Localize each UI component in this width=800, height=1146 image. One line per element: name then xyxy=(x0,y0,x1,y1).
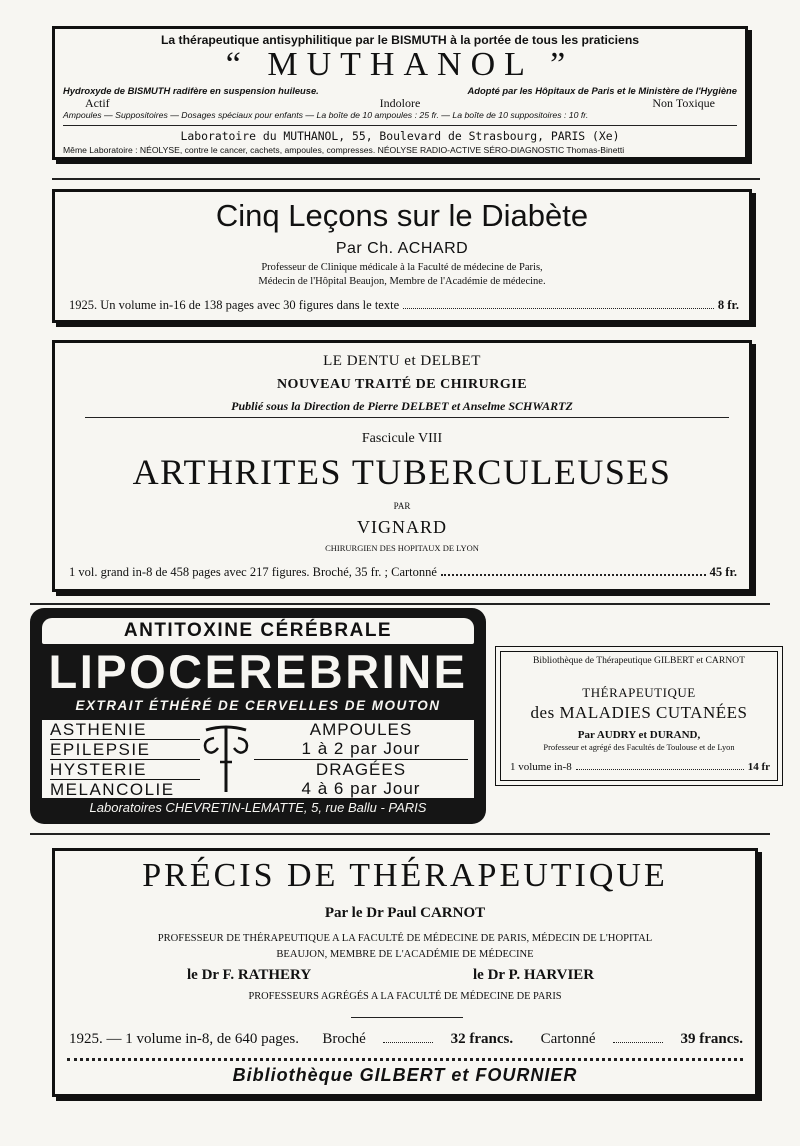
precis-role-1: PROFESSEUR DE THÉRAPEUTIQUE A LA FACULTÉ DE MÉDECINE DE PARIS, MÉDECIN DE L'HOPITAL xyxy=(157,933,653,944)
muthanol-divider xyxy=(63,125,737,126)
cutanees-description: 1 volume in-8 xyxy=(510,761,572,773)
precis-coauthor-1: le Dr F. RATHERY xyxy=(187,967,312,983)
cutanees-title-1: THÉRAPEUTIQUE xyxy=(582,685,696,700)
diabete-ad xyxy=(52,189,752,323)
lipocerebrine-header xyxy=(42,618,474,644)
leader-dots xyxy=(383,1042,433,1043)
dosage-dragees-title: DRAGÉES xyxy=(315,760,407,779)
precis-coauthor-2: le Dr P. HARVIER xyxy=(473,967,595,983)
precis-role-2: BEAUJON, MEMBRE DE L'ACADÉMIE DE MÉDECINE xyxy=(276,949,534,960)
dosage-ampoules xyxy=(254,720,468,758)
muthanol-attr-nontoxique: Non Toxique xyxy=(652,96,715,110)
muthanol-footer: Même Laboratoire : NÉOLYSE, contre le cancer, cachets, ampoules, compresses. NÉOLYSE RADIO-ACTIVE SÉRO-DIAGNOSTIC Thomas-Binetti xyxy=(63,145,625,155)
arthrites-description: 1 vol. grand in-8 de 458 pages avec 217 figures. Broché, 35 fr. ; Cartonné xyxy=(69,565,437,579)
precis-short-divider xyxy=(351,1017,463,1018)
diabete-author: Par Ch. ACHARD xyxy=(335,240,469,257)
indication-item: MELANCOLIE xyxy=(50,780,175,799)
arthrites-title: ARTHRITES TUBERCULEUSES xyxy=(132,452,672,492)
arthrites-divider xyxy=(85,417,729,418)
arthrites-direction: Publié sous la Direction de Pierre DELBET et Anselme SCHWARTZ xyxy=(231,399,573,413)
indication-item: ASTHENIE xyxy=(50,720,200,740)
cutanees-author: Par AUDRY et DURAND, xyxy=(577,729,701,741)
arthrites-price: 45 fr. xyxy=(709,565,737,579)
arthrites-authors: LE DENTU et DELBET xyxy=(323,353,481,369)
leader-dots xyxy=(403,308,714,309)
cutanees-title-2: des MALADIES CUTANÉES xyxy=(530,703,748,722)
precis-price-row xyxy=(69,1031,743,1048)
lipocerebrine-lab: Laboratoires CHEVRETIN-LEMATTE, 5, rue Ballu - PARIS xyxy=(89,800,427,815)
diabete-title: Cinq Leçons sur le Diabète xyxy=(215,198,589,233)
diabete-price: 8 fr. xyxy=(717,298,739,312)
dosage-dragees xyxy=(254,760,468,798)
muthanol-attr-indolore: Indolore xyxy=(379,96,421,110)
indication-list xyxy=(50,720,200,799)
lipocerebrine-brand: LIPOCEREBRINE xyxy=(48,645,468,698)
precis-broche xyxy=(322,1031,365,1048)
leader-dots xyxy=(613,1042,663,1043)
precis-cartonne-price: 39 francs. xyxy=(680,1031,743,1047)
section-separator xyxy=(52,178,760,180)
section-separator xyxy=(30,833,770,835)
precis-author: Par le Dr Paul CARNOT xyxy=(324,905,486,921)
lipocerebrine-subtitle: EXTRAIT ÉTHÉRÉ DE CERVELLES DE MOUTON xyxy=(75,698,441,713)
lipocerebrine-header-text: ANTITOXINE CÉRÉBRALE xyxy=(123,620,393,641)
muthanol-pricing: Ampoules — Suppositoires — Dosages spéciaux pour enfants — La boîte de 10 ampoules : 25 fr. — La boîte de 10 suppositoires : 10 fr. xyxy=(63,110,589,120)
precis-cartonne-label: Cartonné xyxy=(540,1031,596,1047)
muthanol-lab: Laboratoire du MUTHANOL, 55, Boulevard de Strasbourg, PARIS (Xe) xyxy=(180,129,620,143)
diabete-role-2: Médecin de l'Hôpital Beaujon, Membre de l'Académie de médecine. xyxy=(258,276,546,287)
precis-ad xyxy=(52,848,758,1097)
caduceus-ornament-icon xyxy=(200,722,252,794)
section-separator xyxy=(30,603,770,605)
diabete-role-1: Professeur de Clinique médicale à la Faculté de médecine de Paris, xyxy=(261,262,543,273)
dosage-ampoules-title: AMPOULES xyxy=(309,720,413,739)
indication-item: EPILEPSIE xyxy=(50,740,200,760)
muthanol-attr-actif: Actif xyxy=(85,96,110,110)
dosage-dragees-qty: 4 à 6 par Jour xyxy=(301,779,421,798)
cutanees-role: Professeur et agrégé des Facultés de Toulouse et de Lyon xyxy=(543,743,735,752)
muthanol-headline: La thérapeutique antisyphilitique par le BISMUTH à la portée de tous les praticiens xyxy=(160,33,640,47)
leader-dots xyxy=(441,574,706,576)
arthrites-author: VIGNARD xyxy=(357,517,447,537)
diabete-description: 1925. Un volume in-16 de 138 pages avec 30 figures dans le texte xyxy=(69,298,400,312)
lipocerebrine-ad xyxy=(30,608,486,824)
arthrites-ad xyxy=(52,340,752,592)
precis-description: 1925. — 1 volume in-8, de 640 pages. xyxy=(69,1031,299,1047)
precis-broche-price: 32 francs. xyxy=(450,1031,514,1047)
precis-title: PRÉCIS DE THÉRAPEUTIQUE xyxy=(142,857,668,894)
muthanol-ad xyxy=(52,26,748,160)
muthanol-adoption: Adopté par les Hôpitaux de Paris et le Ministère de l'Hygiène xyxy=(467,85,737,96)
muthanol-brand: “ MUTHANOL ” xyxy=(225,46,575,83)
cutanees-ad xyxy=(495,646,783,786)
precis-publisher: Bibliothèque GILBERT et FOURNIER xyxy=(232,1065,578,1085)
arthrites-author-role: CHIRURGIEN DES HOPITAUX DE LYON xyxy=(325,543,479,553)
precis-broche-label: Broché xyxy=(322,1031,366,1047)
precis-dotted-divider xyxy=(67,1058,743,1061)
cutanees-price: 14 fr xyxy=(747,761,770,773)
arthrites-price-row xyxy=(69,565,737,580)
arthrites-series: NOUVEAU TRAITÉ DE CHIRURGIE xyxy=(276,377,528,392)
dosage-ampoules-qty: 1 à 2 par Jour xyxy=(301,739,421,758)
arthrites-fascicule: Fascicule VIII xyxy=(361,431,443,446)
muthanol-formula: Hydroxyde de BISMUTH radifère en suspension huileuse. xyxy=(63,85,319,96)
cutanees-header: Bibliothèque de Thérapeutique GILBERT et CARNOT xyxy=(533,655,745,666)
arthrites-par: PAR xyxy=(393,501,411,511)
diabete-price-row xyxy=(69,298,739,313)
cutanees-price-row xyxy=(510,761,770,773)
precis-coauthors-role: PROFESSEURS AGRÉGÉS A LA FACULTÉ DE MÉDECINE DE PARIS xyxy=(248,991,562,1002)
leader-dots xyxy=(576,769,744,770)
indication-item: HYSTERIE xyxy=(50,760,200,780)
lipocerebrine-panel xyxy=(42,720,474,798)
